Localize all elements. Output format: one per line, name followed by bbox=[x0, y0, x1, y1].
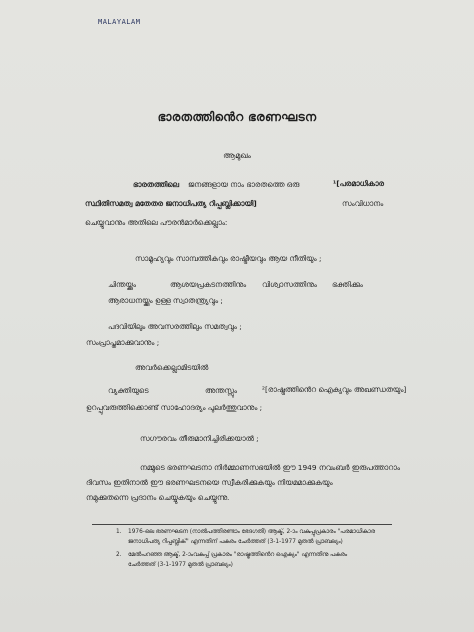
document-title: ഭാരതത്തിൻെറ ഭരണഘടന bbox=[157, 110, 317, 124]
footnote-text: ചേർത്തത് (3-1-1977 മുതൽ പ്രാബല്യം) bbox=[128, 562, 233, 568]
preamble-text: ²[രാഷ്ട്രത്തിൻെറ ഐക്യവും അഖണ്ഡതയും] bbox=[262, 385, 407, 394]
preamble-text: ഉറപ്പുവരുത്തിക്കൊണ്ട് സാഹോദര്യം പുലർത്തുവാനും ; bbox=[86, 403, 263, 412]
preamble-text: അന്തസ്സും bbox=[205, 386, 237, 395]
preamble-text: സംവിധാനം bbox=[342, 199, 384, 208]
preamble-text: ദിവസം ഇതിനാൽ ഈ ഭരണഘടനയെ സ്വീകരിക്കുകയും നിയമമാക്കുകയും bbox=[86, 478, 333, 487]
preamble-text: സംപ്രാപ്തമാക്കുവാനും ; bbox=[86, 338, 160, 347]
preamble-text: സ്ഥിതിസമത്വ മതേതര ജനാധിപത്യ റിപ്പബ്ലിക്കായി] bbox=[85, 199, 257, 208]
preamble-text: ആരാധനയ്ക്കും ഉള്ള സ്വാതന്ത്ര്യവും ; bbox=[108, 296, 223, 305]
preamble-text: വ്യക്തിയുടെ bbox=[108, 386, 149, 395]
footnote-text: 1976-ലെ ഭരണഘടന (നാൽപത്തിരണ്ടാം ഭേദഗതി) ആക്ട്, 2-ാം വകുപ്പുപ്രകാരം "പരമാധികാര bbox=[128, 529, 375, 535]
footnote-divider bbox=[92, 524, 392, 525]
preamble-text: ചിന്തയ്ക്കും bbox=[108, 280, 137, 289]
preamble-text: ¹[പരമാധികാര bbox=[333, 179, 384, 188]
preamble-text: ഭാരതത്തിലെ bbox=[133, 180, 179, 189]
preamble-heading: ആമുഖം bbox=[223, 151, 251, 160]
preamble-text: നമുക്കുതന്നെ പ്രദാനം ചെയ്യുകയും ചെയ്യുന്നു. bbox=[86, 493, 230, 502]
preamble-text: നമ്മുടെ ഭരണഘടനാ നിർമ്മാണസഭയിൽ ഈ 1949 നവംബർ ഇരുപത്താറാം bbox=[140, 463, 400, 472]
preamble-text: അവർക്കെല്ലാമിടയിൽ bbox=[135, 363, 209, 372]
preamble-text: വിശ്വാസത്തിനും bbox=[262, 280, 317, 289]
footnote-text: മേൽപറഞ്ഞ ആക്ട്, 2-ാംവകുപ്പ് പ്രകാരം "രാഷ്ട്രത്തിൻെറ ഐക്യം" എന്നതിനു പകരം bbox=[128, 552, 348, 558]
preamble-text: ജനങ്ങളായ നാം ഭാരതത്തെ ഒരു bbox=[188, 180, 300, 189]
footnote-marker: 1. bbox=[116, 529, 122, 535]
preamble-text: സഗൗരവം തീരുമാനിച്ചിരിക്കയാൽ ; bbox=[140, 434, 259, 443]
preamble-text: സാമൂഹ്യവും സാമ്പത്തികവും രാഷ്ട്രീയവും ആയ നീതിയും ; bbox=[135, 254, 322, 263]
footnote-marker: 2. bbox=[116, 552, 122, 558]
preamble-text: ആശയപ്രകടനത്തിനും bbox=[170, 280, 247, 289]
preamble-text: പദവിയിലും അവസരത്തിലും സമത്വവും ; bbox=[108, 322, 242, 331]
footnote-text: ജനാധിപത്യ റിപ്പബ്ലിക്" എന്നതിന് പകരം ചേർത്തത് (3-1-1977 മുതൽ പ്രാബല്യം) bbox=[128, 539, 343, 545]
preamble-text: ഭക്തിക്കും bbox=[332, 280, 363, 289]
preamble-text: ചെയ്യുവാനും അതിലെ പൗരൻമാർക്കെല്ലാം: bbox=[85, 218, 228, 227]
handwritten-language-label: MALAYALAM bbox=[98, 18, 141, 26]
